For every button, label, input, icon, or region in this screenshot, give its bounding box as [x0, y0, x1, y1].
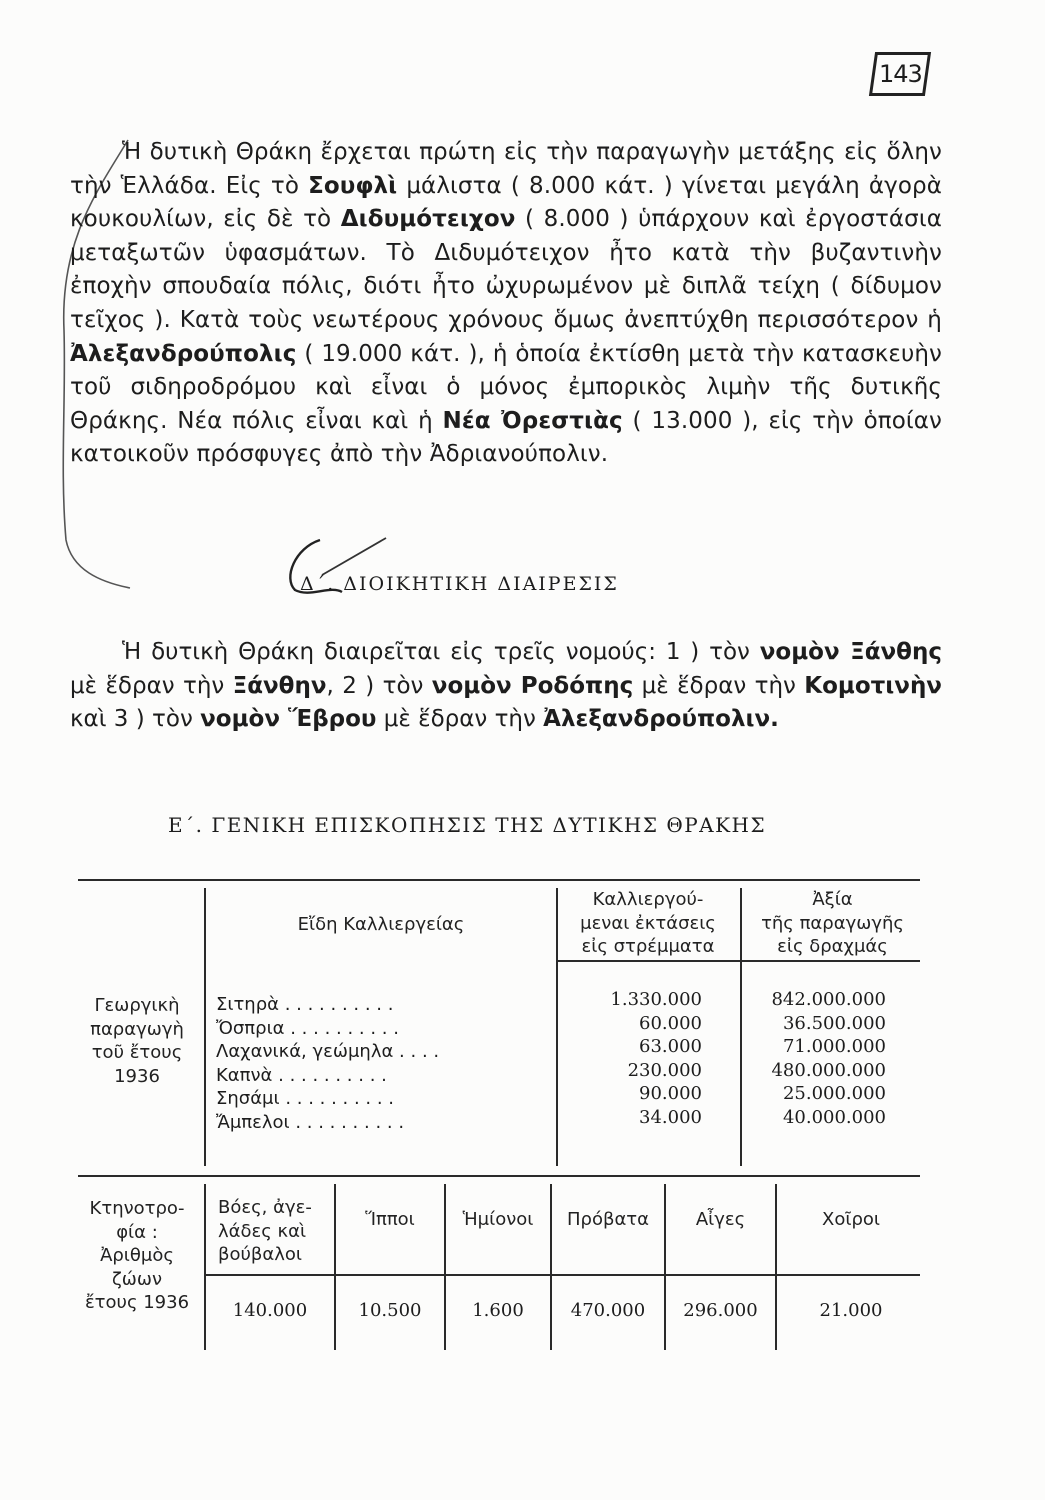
production-value: 40.000.000	[782, 1106, 886, 1128]
livestock-value-sheep: 470.000	[570, 1300, 646, 1321]
para1-text-5: ( 13.000 ), εἰς τὴν ὁποίαν κατοικοῦν πρόσφυγες ἀπὸ τὴν Ἀδριανούπολιν.	[70, 407, 942, 468]
area-value: 1.330.000	[610, 989, 702, 1010]
table-top-rule	[78, 879, 920, 881]
header-area-line-1: Καλλιεργού-	[592, 889, 704, 910]
livestock-value-cattle: 140.000	[232, 1300, 308, 1321]
agri-label-line-1: Γεωργικὴ	[94, 995, 180, 1016]
para2-text-1: Ἡ δυτικὴ Θράκη διαιρεῖται εἰς τρεῖς νομούς: 1 ) τὸν	[122, 639, 760, 665]
header-area-line-2: μεναι ἐκτάσεις	[580, 912, 716, 934]
section-heading-administrative: Δ΄. ΔΙΟΙΚΗΤΙΚΗ ΔΙΑΙΡΕΣΙΣ	[300, 573, 619, 595]
area-value: 63.000	[639, 1036, 702, 1058]
para1-bold-soufli: Σουφλὶ	[308, 172, 398, 199]
para1-text-1: Ἡ δυτικὴ Θράκη ἔρχεται πρώτη εἰς τὴν παραγωγὴν μετάξης εἰς ὅλην τὴν Ἑλλάδα. Εἰς τὸ	[70, 139, 942, 199]
para2-bold-xanthi: Ξάνθην	[232, 672, 327, 699]
crop-item: Ἄμπελοι . . . . . . . . . .	[216, 1111, 405, 1133]
header-value-line-1: Ἀξία	[812, 889, 853, 910]
livestock-value-mules: 1.600	[472, 1300, 524, 1321]
header-value-line-3: εἰς δραχμάς	[777, 936, 888, 958]
cattle-header-line-3: βούβαλοι	[218, 1244, 303, 1266]
production-value: 842.000.000	[771, 989, 886, 1010]
header-area-line-3: εἰς στρέμματα	[581, 936, 715, 958]
header-area	[556, 888, 740, 959]
livestock-header-cattle	[218, 1196, 332, 1267]
crop-list	[216, 993, 439, 1135]
table-header-rule	[556, 960, 920, 962]
para2-bold-xanthi-prefecture: νομὸν Ξάνθης	[759, 639, 942, 665]
area-values	[560, 988, 702, 1130]
production-value: 36.500.000	[782, 1012, 886, 1034]
production-value: 71.000.000	[782, 1036, 886, 1058]
para1-bold-didymoteicho: Διδυμότειχον	[340, 206, 516, 233]
livestock-header-horses: Ἵπποι	[365, 1209, 415, 1230]
para2-text-4: μὲ ἕδραν τὴν	[633, 672, 805, 699]
livestock-label-line-5: ἔτους 1936	[84, 1292, 190, 1314]
para1-bold-alexandroupolis: Ἀλεξανδρούπολις	[70, 340, 297, 367]
cattle-header-line-1: Βόες, ἀγε-	[218, 1197, 312, 1218]
para2-bold-komotini: Κομοτινὴν	[804, 672, 942, 699]
livestock-header-sheep: Πρόβατα	[566, 1209, 650, 1230]
livestock-header-mules: Ἡμίονοι	[462, 1209, 534, 1230]
livestock-value-pigs: 21.000	[819, 1300, 883, 1321]
para1-text-4: ( 19.000 κάτ. ), ἡ ὁποία ἐκτίσθη μετὰ τὴν κατασκευὴν τοῦ σιδηροδρόμου καὶ εἶναι ὁ μόνος ἐμπορικὸς λιμὴν τῆς δυτικῆς Θράκης. Νέα πόλις εἶναι καὶ ἡ	[70, 340, 942, 434]
para2-text-5: καὶ 3 ) τὸν	[70, 706, 201, 733]
area-value: 60.000	[639, 1012, 702, 1034]
livestock-header-pigs: Χοῖροι	[822, 1209, 880, 1230]
area-value: 90.000	[639, 1083, 702, 1105]
agri-production-label	[72, 994, 202, 1088]
para1-text-2: μάλιστα ( 8.000 κάτ. ) γίνεται μεγάλη ἀγορὰ κουκουλίων, εἰς δὲ τὸ	[70, 172, 942, 233]
header-crop-kind: Εἴδη Καλλιεργείας	[297, 914, 465, 935]
table-mid-rule	[78, 1175, 920, 1177]
header-value	[740, 888, 925, 959]
livestock-label-line-3: Ἀριθμὸς	[100, 1245, 174, 1267]
agri-label-line-3: τοῦ ἔτους	[91, 1042, 183, 1064]
agri-label-line-2: παραγωγὴ	[90, 1018, 184, 1040]
livestock-label-line-2: φία :	[116, 1221, 158, 1243]
livestock-label	[70, 1197, 204, 1315]
production-values	[744, 988, 886, 1130]
area-value: 34.000	[639, 1106, 702, 1128]
agri-label-line-4: 1936	[114, 1065, 160, 1087]
table-vrule-4	[204, 1184, 206, 1350]
para2-bold-evros-prefecture: νομὸν Ἕβρου	[200, 706, 377, 733]
livestock-header-goats: Αἶγες	[695, 1209, 746, 1230]
page-number: 143	[878, 60, 922, 88]
para1-text-3: ( 8.000 ) ὑπάρχουν καὶ ἐργοστάσια μεταξωτῶν ὑφασμάτων. Τὸ Διδυμότειχον ἦτο κατὰ τὴν βυζαντινὴν ἐποχὴν σπουδαία πόλις, διότι ἦτο ὠχυρωμένον μὲ διπλᾶ τείχη ( δίδυμον τεῖχος ). Κατὰ τοὺς νεωτέρους χρόνους ὅμως ἀνεπτύχθη περισσότερον ἡ	[70, 206, 943, 333]
crop-item: Καπνὰ . . . . . . . . . .	[216, 1064, 387, 1086]
production-value: 25.000.000	[782, 1083, 886, 1105]
para2-bold-rodopi-prefecture: νομὸν Ροδόπης	[431, 672, 634, 699]
livestock-value-horses: 10.500	[358, 1300, 422, 1321]
area-value: 230.000	[627, 1059, 702, 1081]
para2-bold-alexandroupolis: Ἀλεξανδρούπολιν.	[543, 706, 779, 733]
livestock-label-line-1: Κτηνοτρο-	[89, 1198, 185, 1219]
livestock-value-goats: 296.000	[683, 1300, 758, 1321]
livestock-label-line-4: ζώων	[112, 1268, 162, 1290]
para1-bold-nea-orestias: Νέα Ὀρεστιὰς	[442, 407, 623, 434]
cattle-header-line-2: λάδες καὶ	[218, 1220, 307, 1242]
crop-item: Λαχανικά, γεώμηλα . . . .	[216, 1041, 440, 1063]
para2-text-6: μὲ ἕδραν τὴν	[376, 706, 544, 733]
section-heading-overview: Ε΄. ΓΕΝΙΚΗ ΕΠΙΣΚΟΠΗΣΙΣ ΤΗΣ ΔΥΤΙΚΗΣ ΘΡΑΚΗΣ	[168, 813, 767, 837]
header-value-line-2: τῆς παραγωγῆς	[761, 912, 904, 934]
para2-text-3: , 2 ) τὸν	[326, 672, 432, 699]
table-livestock-rule	[205, 1274, 920, 1276]
crop-item: Σιτηρὰ . . . . . . . . . .	[216, 994, 394, 1015]
para2-text-2: μὲ ἕδραν τὴν	[70, 672, 233, 699]
crop-item: Σησάμι . . . . . . . . . .	[216, 1088, 395, 1110]
crop-item: Ὄσπρια . . . . . . . . . .	[216, 1017, 399, 1039]
production-value: 480.000.000	[771, 1059, 886, 1081]
